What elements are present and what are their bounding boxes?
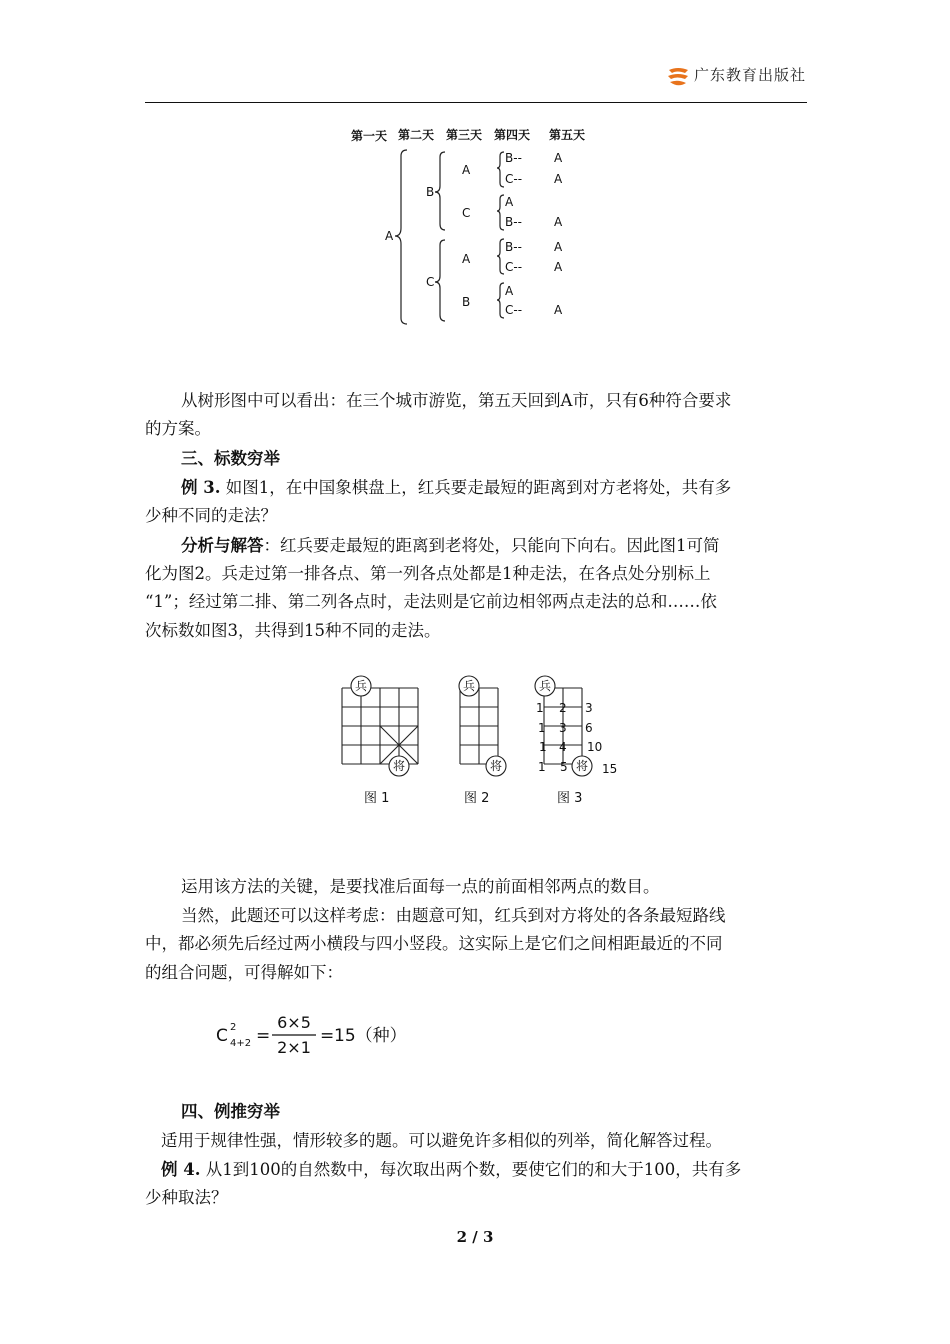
answer-label: 分析与解答 [181, 536, 264, 555]
fig3-number: 3 [559, 721, 567, 735]
tree-day-label: 第一天 [351, 129, 388, 143]
tree-day-label: 第五天 [549, 128, 586, 142]
paragraph: “1”；经过第二排、第二列各点时，走法则是它前边相邻两点走法的总和……依 [145, 592, 717, 611]
figure-caption: 图 1 [364, 791, 390, 806]
fig3-number: 4 [559, 740, 567, 754]
tree-node: A [554, 151, 563, 165]
paragraph: 少种不同的走法？ [145, 506, 277, 525]
formula-eq: = [256, 1026, 271, 1046]
tree-day-label: 第四天 [494, 128, 531, 142]
formula-eq: = [320, 1026, 335, 1046]
paragraph: 从树形图中可以看出：在三个城市游览，第五天回到A市，只有6种符合要求 [181, 391, 732, 410]
fig3-number: 1 [538, 760, 546, 774]
paragraph: 少种取法？ [145, 1188, 228, 1207]
tree-node: A [462, 163, 471, 177]
soldier-char: 兵 [538, 679, 552, 693]
fig3-number: 1 [539, 740, 547, 754]
formula-numerator: 6×5 [277, 1013, 311, 1032]
figure-caption: 图 2 [464, 791, 490, 806]
paragraph: 次标数如图3，共得到15种不同的走法。 [145, 621, 441, 640]
tree-node: A [385, 229, 394, 243]
fig3-number: 3 [585, 701, 593, 715]
paragraph: 化为图2。兵走过第一排各点、第一列各点处都是1种走法，在各点处分别标上 [145, 564, 711, 583]
tree-node: B-- [505, 240, 522, 254]
fig3-number: 1 [538, 721, 546, 735]
tree-node: C [462, 206, 471, 220]
soldier-char: 兵 [354, 679, 368, 693]
tree-node: C-- [505, 303, 523, 317]
general-char: 将 [392, 759, 406, 773]
fig3-number: 15 [602, 762, 618, 776]
tree-node: A [554, 215, 563, 229]
tree-node: A [505, 195, 514, 209]
section-heading: 三、标数穷举 [181, 449, 280, 468]
paragraph: 适用于规律性强，情形较多的题。可以避免许多相似的列举，简化解答过程。 [161, 1131, 722, 1150]
fig3-number: 5 [560, 760, 568, 774]
fig3-number: 1 [536, 701, 544, 715]
tree-day-label: 第二天 [398, 128, 435, 142]
figure-caption: 图 3 [557, 791, 583, 806]
paragraph: 运用该方法的关键，是要找准后面每一点的前面相邻两点的数目。 [181, 877, 660, 896]
paragraph: 中，都必须先后经过两小横段与四小竖段。这实际上是它们之间相距最近的不同 [145, 934, 723, 953]
tree-node: B-- [505, 151, 522, 165]
answer-text: ：红兵要走最短的距离到老将处，只能向下向右。因此图1可简 [263, 536, 720, 555]
publisher-logo-icon [666, 66, 692, 88]
formula-result: 15（种） [334, 1026, 407, 1046]
fig3-number: 6 [585, 721, 593, 735]
paragraph [181, 532, 720, 560]
example-text: 从1到100的自然数中，每次取出两个数，要使它们的和大于100，共有多 [200, 1160, 742, 1179]
formula-denominator: 2×1 [277, 1038, 311, 1057]
tree-node: A [505, 284, 514, 298]
chess-figures [330, 672, 630, 812]
paragraph: 的组合问题，可得解如下： [145, 963, 343, 982]
combination-formula [212, 1006, 422, 1062]
paragraph [161, 1156, 741, 1184]
paragraph: 的方案。 [145, 419, 211, 438]
tree-node: B [462, 295, 471, 309]
section-heading: 四、例推穷举 [181, 1102, 280, 1121]
fig3-number: 10 [587, 740, 603, 754]
tree-node: A [554, 303, 563, 317]
formula-sup: 2 [230, 1022, 237, 1033]
header-rule [145, 102, 807, 103]
soldier-char: 兵 [462, 679, 476, 693]
figure-1-grid [342, 688, 418, 764]
publisher-name: 广东教育出版社 [694, 66, 807, 84]
fig3-number: 2 [559, 701, 567, 715]
tree-node: A [554, 172, 563, 186]
tree-node: A [462, 252, 471, 266]
tree-node: B-- [505, 215, 522, 229]
general-char: 将 [575, 759, 589, 773]
general-char: 将 [489, 759, 503, 773]
tree-node: B [426, 185, 435, 199]
example-label: 例 3. [181, 478, 221, 497]
page-number: 2 / 3 [456, 1228, 494, 1246]
example-label: 例 4. [161, 1160, 201, 1179]
tree-node: A [554, 240, 563, 254]
example-text: 如图1，在中国象棋盘上，红兵要走最短的距离到对方老将处，共有多 [220, 478, 732, 497]
formula-c: C [216, 1026, 228, 1046]
tree-node: A [554, 260, 563, 274]
formula-sub: 4+2 [230, 1038, 252, 1049]
tree-node: C [426, 275, 435, 289]
tree-node: C-- [505, 172, 523, 186]
figure-2-grid [460, 688, 498, 764]
tree-day-label: 第三天 [446, 128, 483, 142]
paragraph: 当然，此题还可以这样考虑：由题意可知，红兵到对方将处的各条最短路线 [181, 906, 726, 925]
tree-diagram [345, 122, 605, 334]
paragraph [181, 474, 731, 502]
tree-node: C-- [505, 260, 523, 274]
